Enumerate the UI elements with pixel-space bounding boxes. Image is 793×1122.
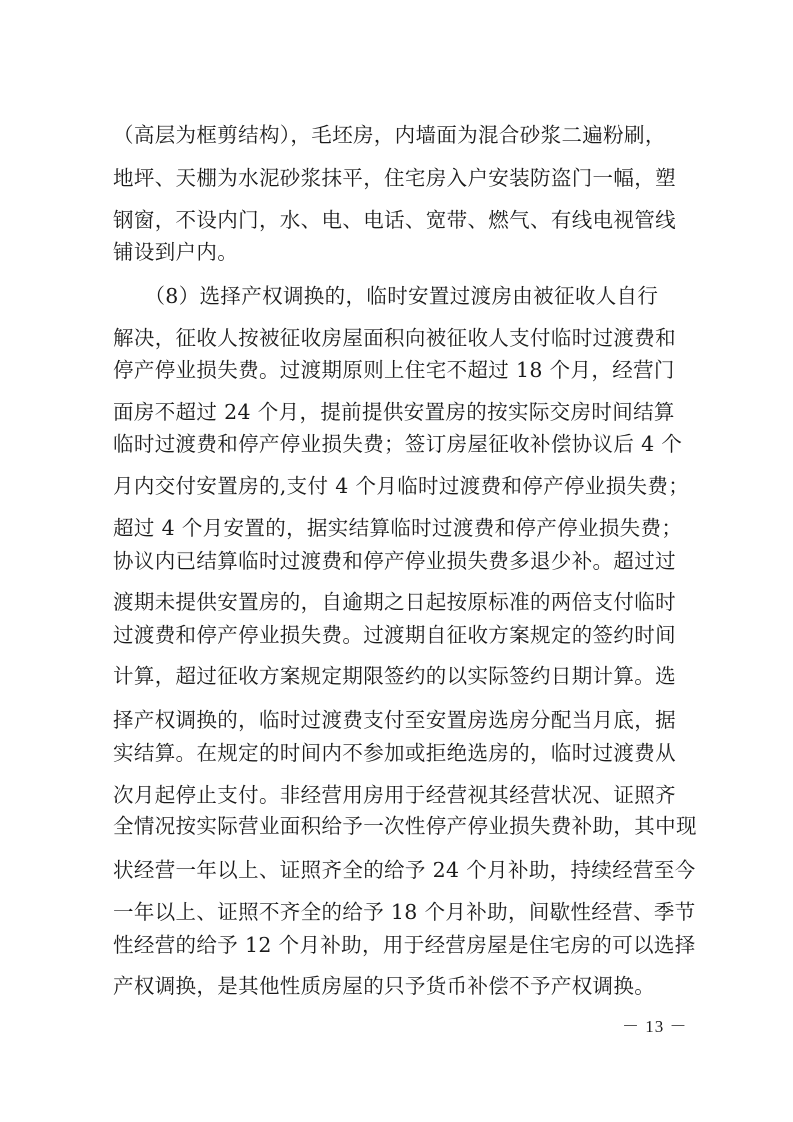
- page-number: － 13 －: [622, 1017, 688, 1036]
- text-line: 实结算。在规定的时间内不参加或拒绝选房的，临时过渡费从: [113, 741, 676, 765]
- text-line: 产权调换，是其他性质房屋的只予货币补偿不予产权调换。: [113, 974, 656, 998]
- text-line: 临时过渡费和停产停业损失费；签订房屋征收补偿协议后 4 个: [113, 432, 683, 456]
- text-line: 次月起停止支付。非经营用房用于经营视其经营状况、证照齐: [113, 783, 676, 807]
- text-line: 过渡费和停产停业损失费。过渡期自征收方案规定的签约时间: [113, 623, 676, 647]
- text-line: 面房不超过 24 个月，提前提供安置房的按实际交房时间结算: [113, 400, 675, 424]
- text-line: （高层为框剪结构），毛坯房，内墙面为混合砂浆二遍粉刷，: [113, 123, 666, 147]
- text-line: 地坪、天棚为水泥砂浆抹平，住宅房入户安装防盗门一幅，塑: [113, 166, 676, 190]
- text-line: 全情况按实际营业面积给予一次性停产停业损失费补助，其中现: [113, 814, 697, 838]
- text-line: 渡期未提供安置房的，自逾期之日起按原标准的两倍支付临时: [113, 590, 676, 614]
- text-line: 解决，征收人按被征收房屋面积向被征收人支付临时过渡费和: [113, 326, 676, 350]
- text-line: 停产停业损失费。过渡期原则上住宅不超过 18 个月，经营门: [113, 358, 675, 382]
- text-line: 月内交付安置房的,支付 4 个月临时过渡费和停产停业损失费；: [113, 474, 690, 498]
- text-line: 协议内已结算临时过渡费和停产停业损失费多退少补。超过过: [113, 549, 676, 573]
- text-line: 铺设到户内。: [113, 240, 239, 264]
- text-line: 超过 4 个月安置的，据实结算临时过渡费和停产停业损失费；: [113, 516, 683, 540]
- text-line: 计算，超过征收方案规定期限签约的以实际签约日期计算。选: [113, 664, 676, 688]
- text-line: （8）选择产权调换的，临时安置过渡房由被征收人自行: [113, 284, 659, 308]
- text-line: 性经营的给予 12 个月补助，用于经营房屋是住宅房的可以选择: [113, 933, 696, 957]
- text-line: 状经营一年以上、证照齐全的给予 24 个月补助，持续经营至今: [113, 858, 696, 882]
- text-line: 钢窗，不设内门，水、电、电话、宽带、燃气、有线电视管线: [113, 208, 676, 232]
- text-line: 一年以上、证照不齐全的给予 18 个月补助，间歇性经营、季节: [113, 900, 696, 924]
- text-line: 择产权调换的，临时过渡费支付至安置房选房分配当月底，据: [113, 708, 676, 732]
